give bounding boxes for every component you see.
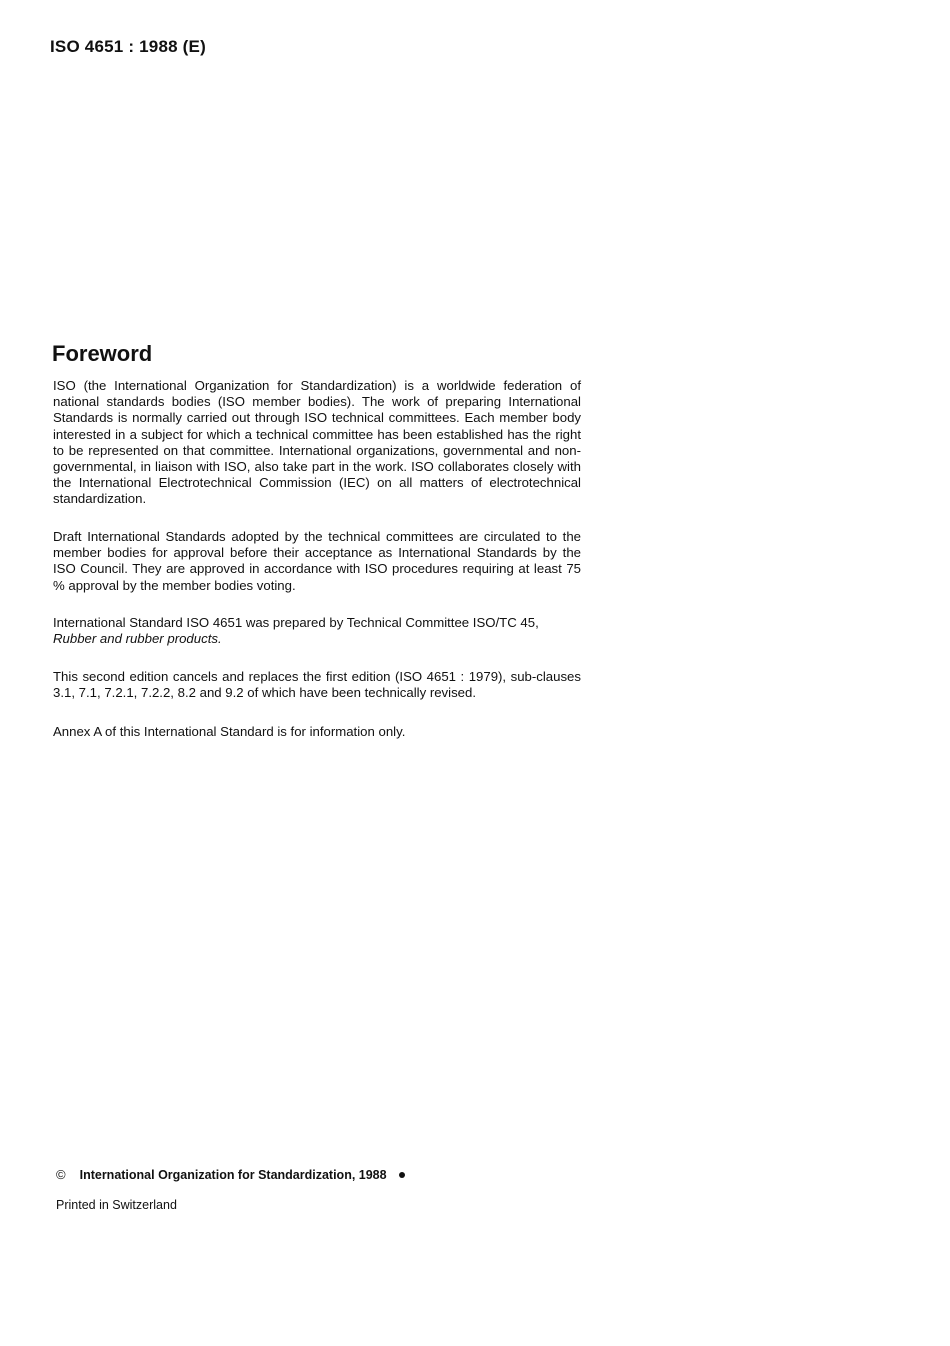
- foreword-paragraph-1: ISO (the International Organization for Standardization) is a worldwide federation of national standards bodies (ISO member bodies). The work of preparing International Standards is normally carried out through ISO technical committees. Each member body interested in a subject for which a technical committee has been established has the right to be represented on that committee. International organizations, governmental and non-governmental, in liaison with ISO, also take part in the work. ISO collaborates closely with the International Electrotechnical Commission (IEC) on all matters of electrotechnical standardization.: [53, 378, 581, 507]
- printed-location: Printed in Switzerland: [56, 1198, 177, 1212]
- foreword-paragraph-4: This second edition cancels and replaces the first edition (ISO 4651 : 1979), sub-clauses 3.1, 7.1, 7.2.1, 7.2.2, 8.2 and 9.2 of which have been technically revised.: [53, 669, 581, 701]
- foreword-paragraph-5: Annex A of this International Standard is for information only.: [53, 724, 406, 739]
- document-header: ISO 4651 : 1988 (E): [50, 37, 206, 56]
- copyright-text: International Organization for Standardization, 1988: [79, 1167, 387, 1182]
- paragraph-3-text: International Standard ISO 4651 was prepared by Technical Committee ISO/TC 45,: [53, 615, 539, 630]
- copyright-icon: ©: [56, 1167, 66, 1182]
- foreword-paragraph-2: Draft International Standards adopted by the technical committees are circulated to the member bodies for approval before their acceptance as International Standards by the ISO Council. They are approved in accordance with ISO procedures requiring at least 75 % approval by the member bodies voting.: [53, 529, 581, 593]
- foreword-paragraph-3: [53, 615, 581, 647]
- copyright-line: [56, 1167, 405, 1182]
- bullet-icon: [399, 1172, 405, 1178]
- foreword-title: Foreword: [52, 341, 153, 366]
- committee-title: Rubber and rubber products.: [53, 631, 222, 647]
